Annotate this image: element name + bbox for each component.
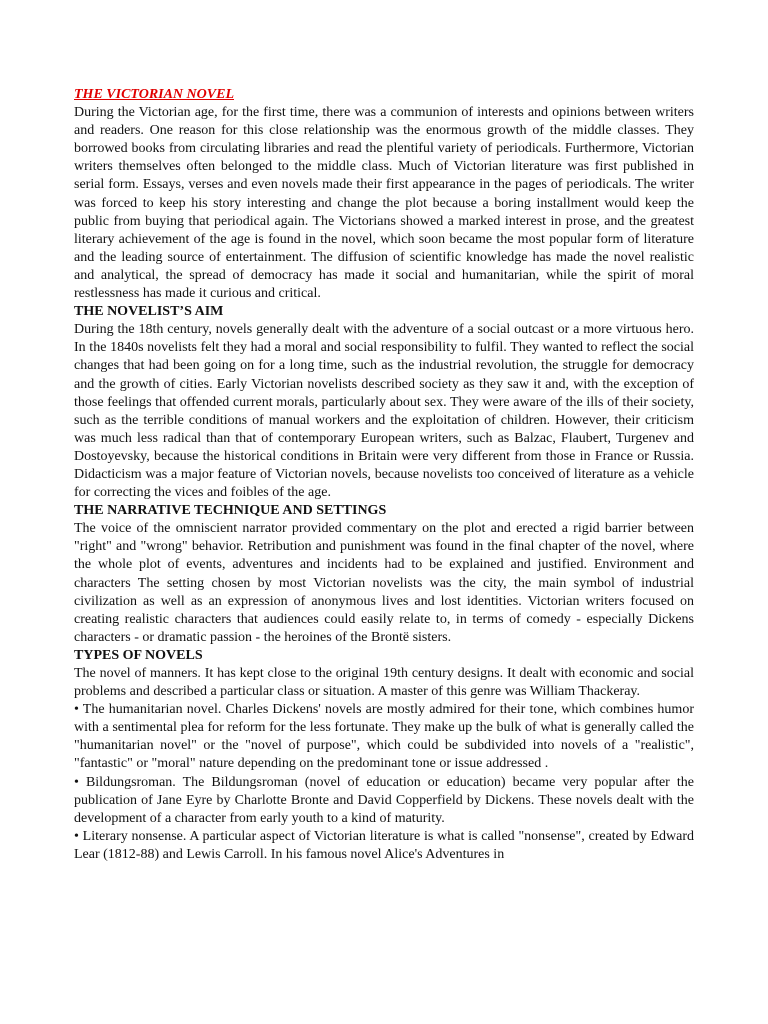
- document-title: THE VICTORIAN NOVEL: [74, 87, 234, 102]
- novelists-aim-paragraph: During the 18th century, novels generally dealt with the adventure of a social outcast or a more virtuous hero. In the 1840s novelists felt they had a moral and social responsibility to fulfil. They wanted to reflect the social changes that had been going on for a long time, such as the industrial revolution, the struggle for democracy and the growth of cities. Early Victorian novelists described society as they saw it and, with the exception of those feelings that offended current morals, particularly about sex. They were aware of the ills of their society, such as the terrible conditions of manual workers and the exploitation of children. However, their criticism was much less radical than that of contemporary European writers, such as Balzac, Flaubert, Turgenev and Dostoyevsky, because the historical conditions in Britain were very different from those in France or Russia. Didacticism was a major feature of Victorian novels, because novelists too conceived of literature as a vehicle for correcting the vices and foibles of the age.: [74, 322, 694, 501]
- novel-of-manners-paragraph: The novel of manners. It has kept close to the original 19th century designs. It dealt with economic and social problems and described a particular class or situation. A master of this genre was William Thackeray.: [74, 666, 694, 700]
- document-page: [74, 86, 694, 864]
- bildungsroman-paragraph: • Bildungsroman. The Bildungsroman (novel of education or education) became very popular after the publication of Jane Eyre by Charlotte Bronte and David Copperfield by Dickens. These novels dealt with the development of a character from early youth to a kind of maturity.: [74, 774, 694, 826]
- narrative-technique-paragraph: The voice of the omniscient narrator provided commentary on the plot and erected a rigid barrier between "right" and "wrong" behavior. Retribution and punishment was found in the final chapter of the novel, where the whole plot of events, adventures and incidents had to be explained and justified. Environment and characters The setting chosen by most Victorian novelists was the city, the main symbol of industrial civilization as well as an expression of anonymous lives and lost identities. Victorian writers focused on creating realistic characters that audiences could easily relate to, in terms of comedy - especially Dickens characters - or dramatic passion - the heroines of the Brontë sisters.: [74, 521, 694, 645]
- section-heading-novelists-aim: THE NOVELIST’S AIM: [74, 304, 224, 320]
- intro-paragraph: During the Victorian age, for the first time, there was a communion of interests and opinions between writers and readers. One reason for this close relationship was the enormous growth of the middle classes. They borrowed books from circulating libraries and read the plentiful variety of periodicals. Furthermore, Victorian writers themselves often belonged to the middle class. Much of Victorian literature was first published in serial form. Essays, verses and even novels made their first appearance in the pages of periodicals. The writer was forced to keep his story interesting and change the plot because a boring installment would keep the public from buying that periodical again. The Victorians showed a marked interest in prose, and the greatest literary achievement of the age is found in the novel, which soon became the most popular form of literature and the leading source of entertainment. The diffusion of scientific knowledge has made the novel realistic and analytical, the spread of democracy has made it social and humanitarian, while the spirit of moral restlessness has made it curious and critical.: [74, 105, 694, 302]
- section-heading-types-of-novels: TYPES OF NOVELS: [74, 647, 203, 663]
- literary-nonsense-paragraph: • Literary nonsense. A particular aspect of Victorian literature is what is called "nonsense", created by Edward Lear (1812-88) and Lewis Carroll. In his famous novel Alice's Adventures in: [74, 828, 694, 862]
- humanitarian-novel-paragraph: • The humanitarian novel. Charles Dickens' novels are mostly admired for their tone, which combines humor with a sentimental plea for reform for the less fortunate. They make up the bulk of what is generally called the "humanitarian novel" or the "novel of purpose", which could be subdivided into novels of a "realistic", "fantastic" or "moral" nature depending on the predominant tone or issue addressed .: [74, 702, 694, 772]
- section-heading-narrative-technique: THE NARRATIVE TECHNIQUE AND SETTINGS: [74, 503, 387, 519]
